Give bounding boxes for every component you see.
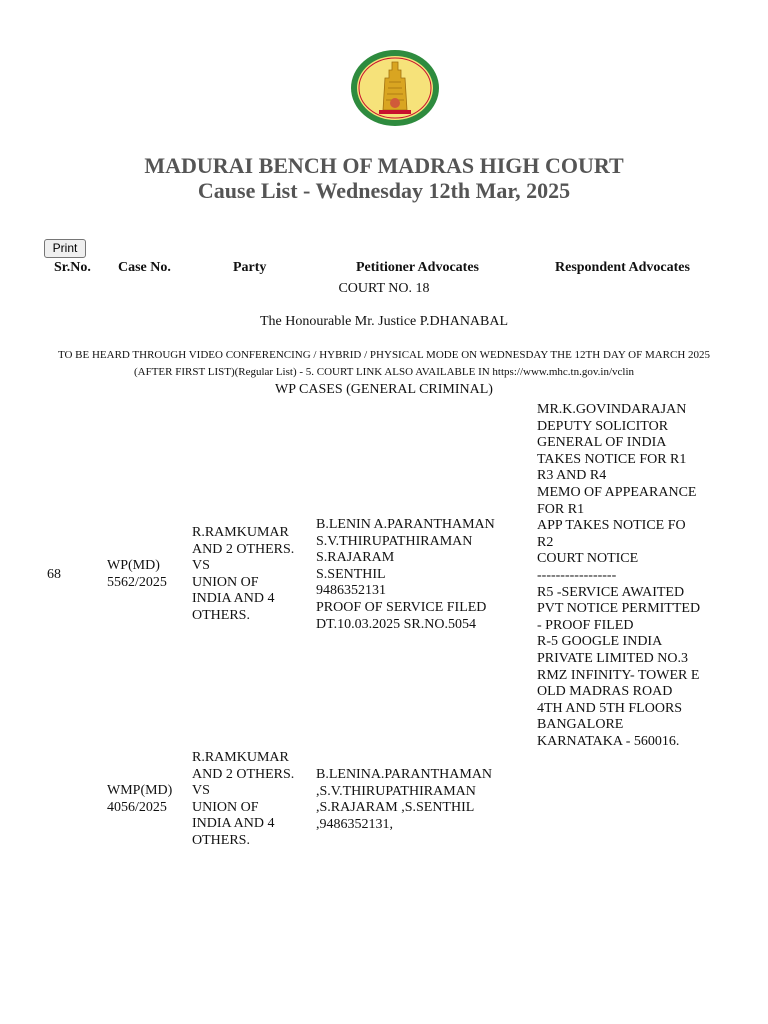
case-number: WMP(MD) 4056/2025 [107, 783, 173, 815]
page-title: MADURAI BENCH OF MADRAS HIGH COURT [144, 153, 624, 178]
column-header-petitioner-advocates: Petitioner Advocates [356, 260, 479, 275]
column-header-sr-no: Sr.No. [54, 260, 91, 275]
case-respondent-advocates: MR.K.GOVINDARAJAN DEPUTY SOLICITOR GENERAL OF INDIA TAKES NOTICE FOR R1 R3 AND R4 MEMO OF APPEARANCE FOR R1 APP TAKES NOTICE FO R2 COURT NOTICE ----------------- R5 -SERVICE AWAITED PVT NOTICE PERMITTED - PROOF FILED R-5 GOOGLE INDIA PRIVATE LIMITED NO.3 RMZ INFINITY- TOWER E OLD MADRAS ROAD 4TH AND 5TH FLOORS BANGALORE KARNATAKA - 560016. [537, 402, 701, 749]
page-subtitle: Cause List - Wednesday 12th Mar, 2025 [197, 178, 571, 203]
hearing-notice: TO BE HEARD THROUGH VIDEO CONFERENCING / HYBRID / PHYSICAL MODE ON WEDNESDAY THE 12TH DAY OF MARCH 2025 (AFTER FIRST LIST)(Regular List) - 5. COURT LINK ALSO AVAILABLE IN https://www.mhc.tn.gov.in/vclin [57, 349, 711, 378]
column-header-party: Party [233, 260, 267, 275]
case-party: R.RAMKUMAR AND 2 OTHERS. VS UNION OF INDIA AND 4 OTHERS. [192, 750, 295, 848]
case-party: R.RAMKUMAR AND 2 OTHERS. VS UNION OF INDIA AND 4 OTHERS. [192, 525, 295, 623]
case-number: WP(MD) 5562/2025 [107, 558, 167, 590]
print-button[interactable]: Print [44, 239, 86, 258]
column-header-respondent-advocates: Respondent Advocates [555, 260, 690, 275]
column-header-case-no: Case No. [118, 260, 171, 275]
court-emblem-logo [349, 48, 441, 128]
judge-name: The Honourable Mr. Justice P.DHANABAL [259, 314, 509, 329]
case-petitioner-advocates: B.LENINA.PARANTHAMAN ,S.V.THIRUPATHIRAMAN ,S.RAJARAM ,S.SENTHIL ,9486352131, [316, 767, 493, 832]
case-sr-no: 68 [47, 567, 61, 582]
court-number: COURT NO. 18 [338, 281, 430, 296]
case-category-heading: WP CASES (GENERAL CRIMINAL) [275, 382, 493, 397]
case-petitioner-advocates: B.LENIN A.PARANTHAMAN S.V.THIRUPATHIRAMAN S.RAJARAM S.SENTHIL 9486352131 PROOF OF SERVICE FILED DT.10.03.2025 SR.NO.5054 [316, 517, 495, 632]
emblem-icon [349, 48, 441, 128]
